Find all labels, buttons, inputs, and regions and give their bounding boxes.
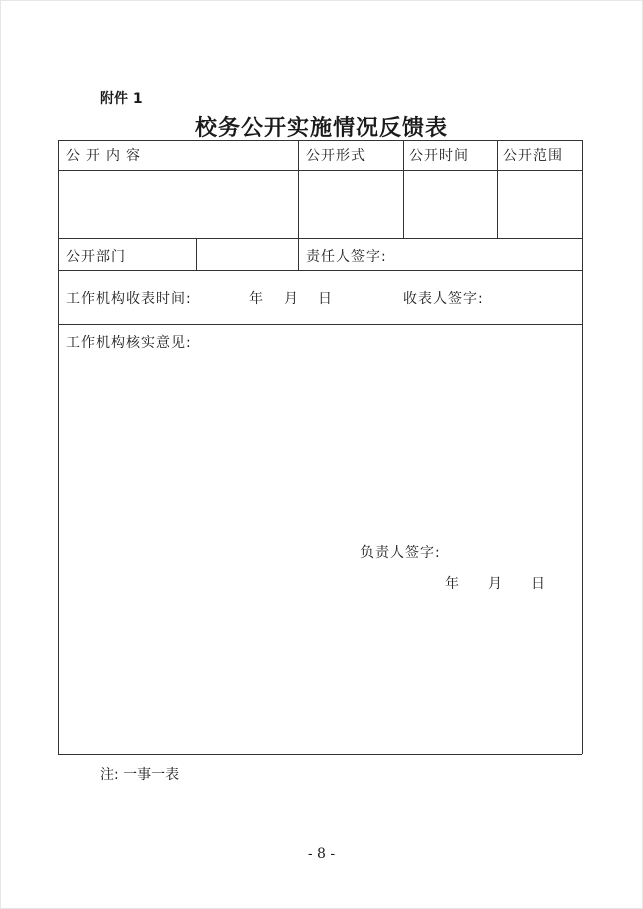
- scope-input-area[interactable]: [499, 172, 580, 236]
- page-number: - 8 -: [307, 846, 336, 862]
- rule-col-form: [298, 140, 299, 270]
- rule-col-scope: [497, 140, 498, 238]
- rule-col-time: [403, 140, 404, 238]
- verify-month: 月: [488, 576, 502, 592]
- receive-day: 日: [318, 291, 332, 307]
- dept-input-area[interactable]: [198, 240, 296, 268]
- rule-header-bottom: [58, 170, 582, 171]
- rule-left: [58, 140, 59, 754]
- time-input-area[interactable]: [405, 172, 495, 236]
- receive-time-label: 工作机构收表时间:: [66, 291, 192, 307]
- rule-dept-value: [196, 238, 197, 270]
- verify-opinion-input-area[interactable]: [60, 358, 580, 538]
- dept-label: 公开部门: [66, 249, 126, 265]
- leader-sign-label: 负责人签字:: [360, 545, 441, 561]
- verify-day: 日: [531, 576, 545, 592]
- rule-content-bottom: [58, 238, 582, 239]
- col-header-scope: 公开范围: [503, 148, 563, 164]
- verify-opinion-label: 工作机构核实意见:: [66, 335, 192, 351]
- verify-year: 年: [445, 576, 459, 592]
- annex-label: 附件 1: [100, 91, 143, 107]
- rule-bottom: [58, 754, 582, 755]
- responsible-sign-label: 责任人签字:: [306, 249, 387, 265]
- receive-month: 月: [284, 291, 298, 307]
- content-input-area[interactable]: [60, 172, 296, 236]
- footnote: 注: 一事一表: [100, 767, 180, 783]
- rule-dept-bottom: [58, 270, 582, 271]
- rule-right: [582, 140, 583, 754]
- form-input-area[interactable]: [300, 172, 401, 236]
- rule-receive-bottom: [58, 324, 582, 325]
- col-header-form: 公开形式: [306, 148, 366, 164]
- receiver-sign-label: 收表人签字:: [403, 291, 484, 307]
- feedback-form-table: [58, 140, 582, 754]
- receive-year: 年: [249, 291, 263, 307]
- rule-top: [58, 140, 582, 141]
- col-header-time: 公开时间: [409, 148, 469, 164]
- form-title: 校务公开实施情况反馈表: [194, 116, 448, 141]
- col-header-content: 公开内容: [66, 148, 146, 164]
